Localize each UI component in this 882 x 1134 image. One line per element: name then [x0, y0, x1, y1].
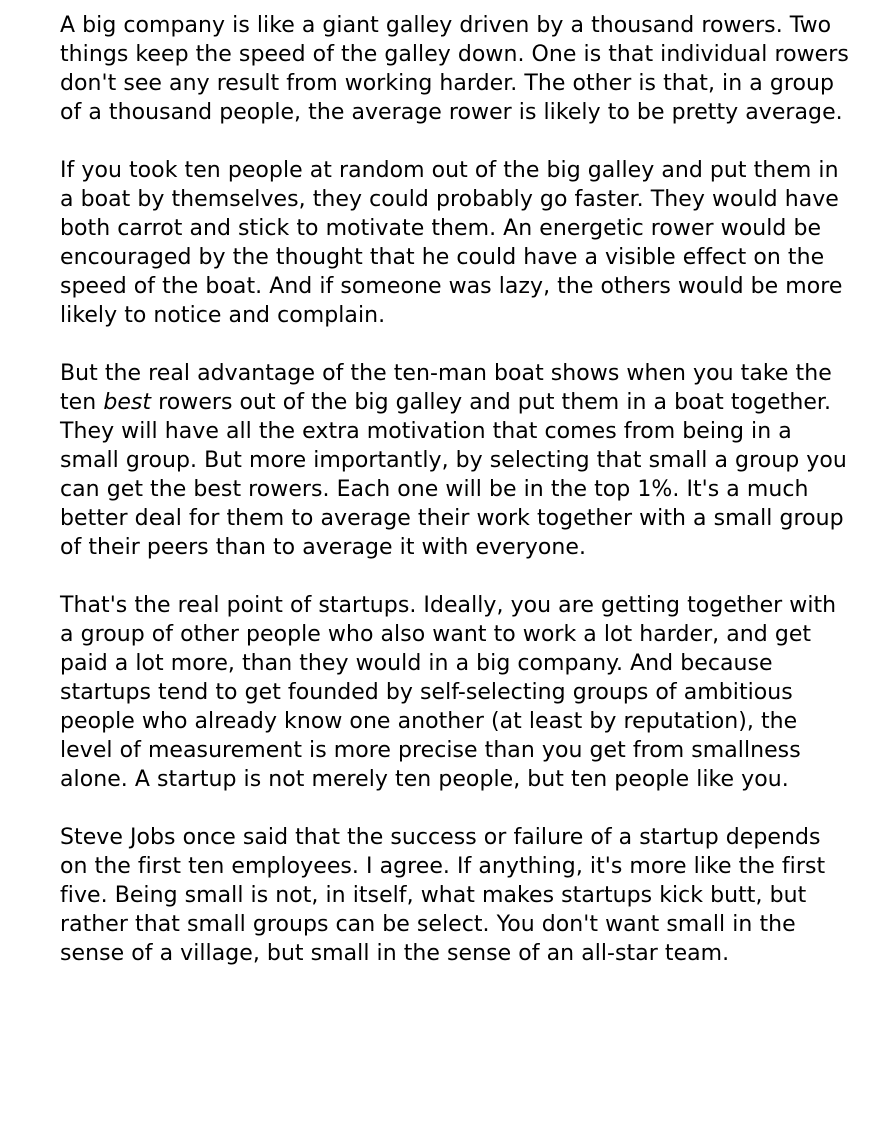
paragraph-best-rowers [60, 359, 850, 562]
emphasis-best: best [103, 390, 152, 415]
article-body [60, 11, 850, 968]
paragraph-steve-jobs: Steve Jobs once said that the success or failure of a startup depends on the first ten employees. I agree. If anything, it's more like the first five. Being small is not, in itself, what makes startups kick butt, but rather that small groups can be select. You don't want small in the sense of a village, but small in the sense of an all-star team. [60, 825, 826, 966]
paragraph-ten-people: If you took ten people at random out of the big galley and put them in a boat by themselves, they could probably go faster. They would have both carrot and stick to motivate them. An energetic rower would be encouraged by the thought that he could have a visible effect on the speed of the boat. And if someone was lazy, the others would be more likely to notice and complain. [60, 158, 843, 328]
paragraph-text-after: rowers out of the big galley and put them in a boat together. They will have all the extra motivation that comes from being in a small group. But more importantly, by selecting that small a group you can get the best rowers. Each one will be in the top 1%. It's a much better deal for them to average their work together with a small group of their peers than to average it with everyone. [60, 390, 847, 560]
paragraph-text-before: But the real advantage of the ten-man boat shows when you take the ten [60, 361, 832, 415]
paragraph-galley: A big company is like a giant galley driven by a thousand rowers. Two things keep the speed of the galley down. One is that individual rowers don't see any result from working harder. The other is that, in a group of a thousand people, the average rower is likely to be pretty average. [60, 13, 849, 125]
paragraph-startups: That's the real point of startups. Ideally, you are getting together with a group of other people who also want to work a lot harder, and get paid a lot more, than they would in a big company. And because startups tend to get founded by self-selecting groups of ambitious people who already know one another (at least by reputation), the level of measurement is more precise than you get from smallness alone. A startup is not merely ten people, but ten people like you. [60, 593, 837, 792]
